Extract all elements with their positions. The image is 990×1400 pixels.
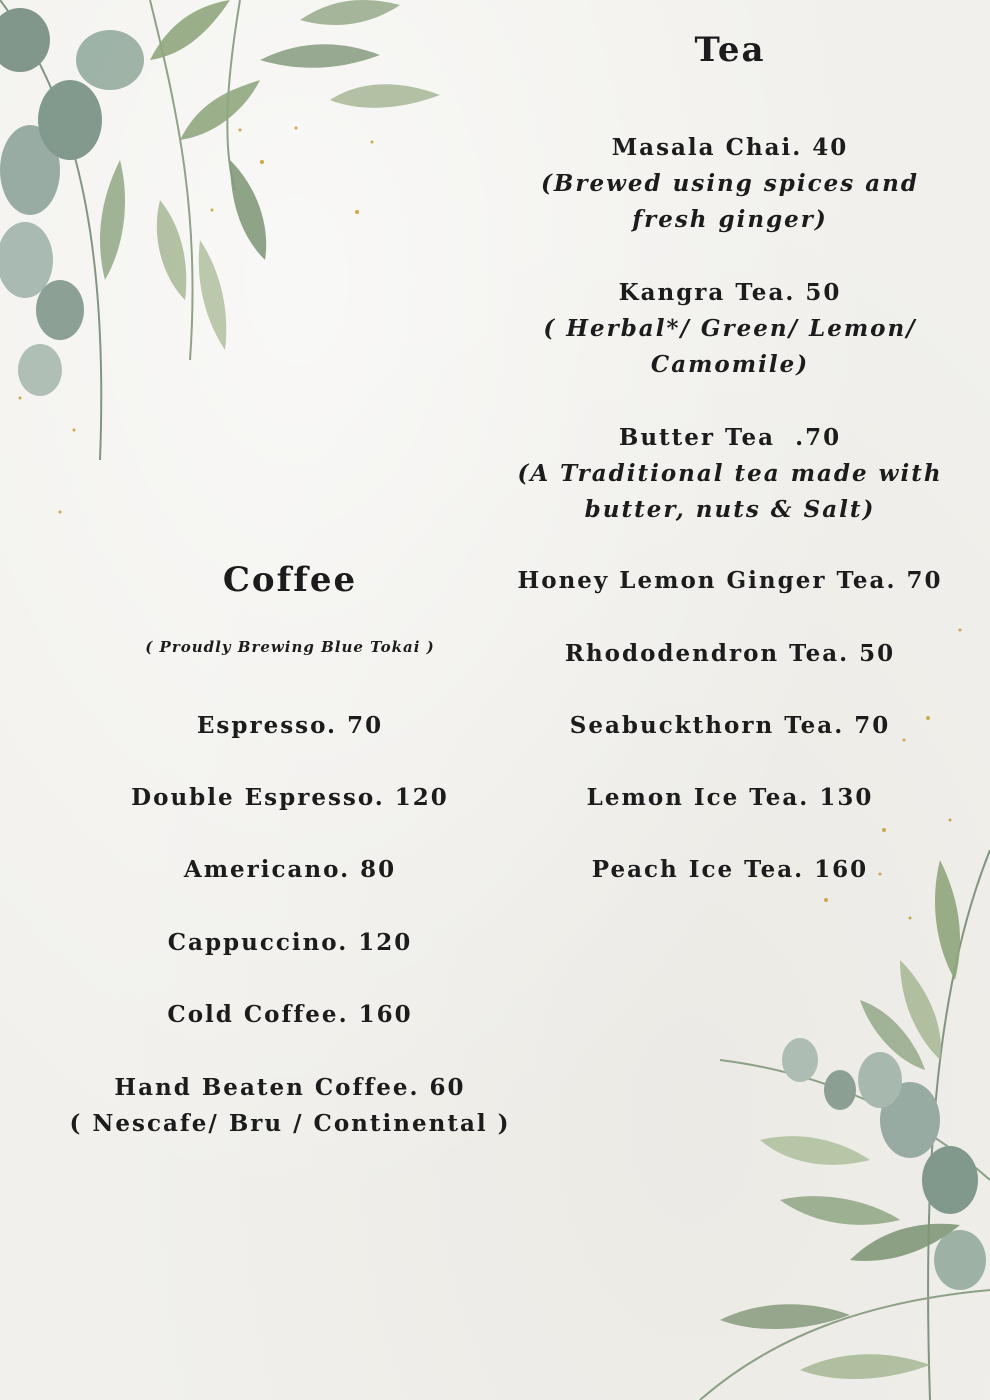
menu-item-butter-tea (480, 420, 980, 528)
coffee-subtitle: ( Proudly Brewing Blue Tokai ) (145, 638, 435, 656)
item-desc: Camomile) (650, 351, 810, 378)
menu-item-cold-coffee: Cold Coffee. 160 (167, 1001, 413, 1028)
menu-item-peach-ice-tea: Peach Ice Tea. 160 (591, 856, 869, 883)
menu-item-honey-lemon-ginger-tea: Honey Lemon Ginger Tea. 70 (517, 567, 943, 594)
item-name: Hand Beaten Coffee. 60 (114, 1074, 466, 1101)
menu-item-seabuckthorn-tea: Seabuckthorn Tea. 70 (569, 712, 891, 739)
menu-item-masala-chai (480, 130, 980, 238)
menu-item-rhododendron-tea: Rhododendron Tea. 50 (564, 640, 896, 667)
menu-item-kangra-tea (480, 275, 980, 383)
menu-item-hand-beaten-coffee (40, 1070, 540, 1142)
menu-item-lemon-ice-tea: Lemon Ice Tea. 130 (586, 784, 874, 811)
item-desc: (Brewed using spices and (541, 170, 919, 197)
item-desc: (A Traditional tea made with (517, 460, 943, 487)
menu-item-espresso: Espresso. 70 (196, 712, 384, 739)
menu-item-cappuccino: Cappuccino. 120 (167, 929, 413, 956)
item-desc: fresh ginger) (632, 206, 828, 233)
item-desc: ( Herbal*/ Green/ Lemon/ (543, 315, 917, 342)
item-name: Masala Chai. 40 (611, 134, 849, 161)
tea-heading: Tea (694, 30, 766, 70)
item-desc: butter, nuts & Salt) (584, 496, 876, 523)
item-desc: ( Nescafe/ Bru / Continental ) (69, 1110, 511, 1137)
menu-item-double-espresso: Double Espresso. 120 (131, 784, 449, 811)
item-name: Butter Tea .70 (618, 424, 842, 451)
coffee-heading: Coffee (222, 560, 358, 600)
item-name: Kangra Tea. 50 (618, 279, 842, 306)
menu-item-americano: Americano. 80 (183, 856, 397, 883)
